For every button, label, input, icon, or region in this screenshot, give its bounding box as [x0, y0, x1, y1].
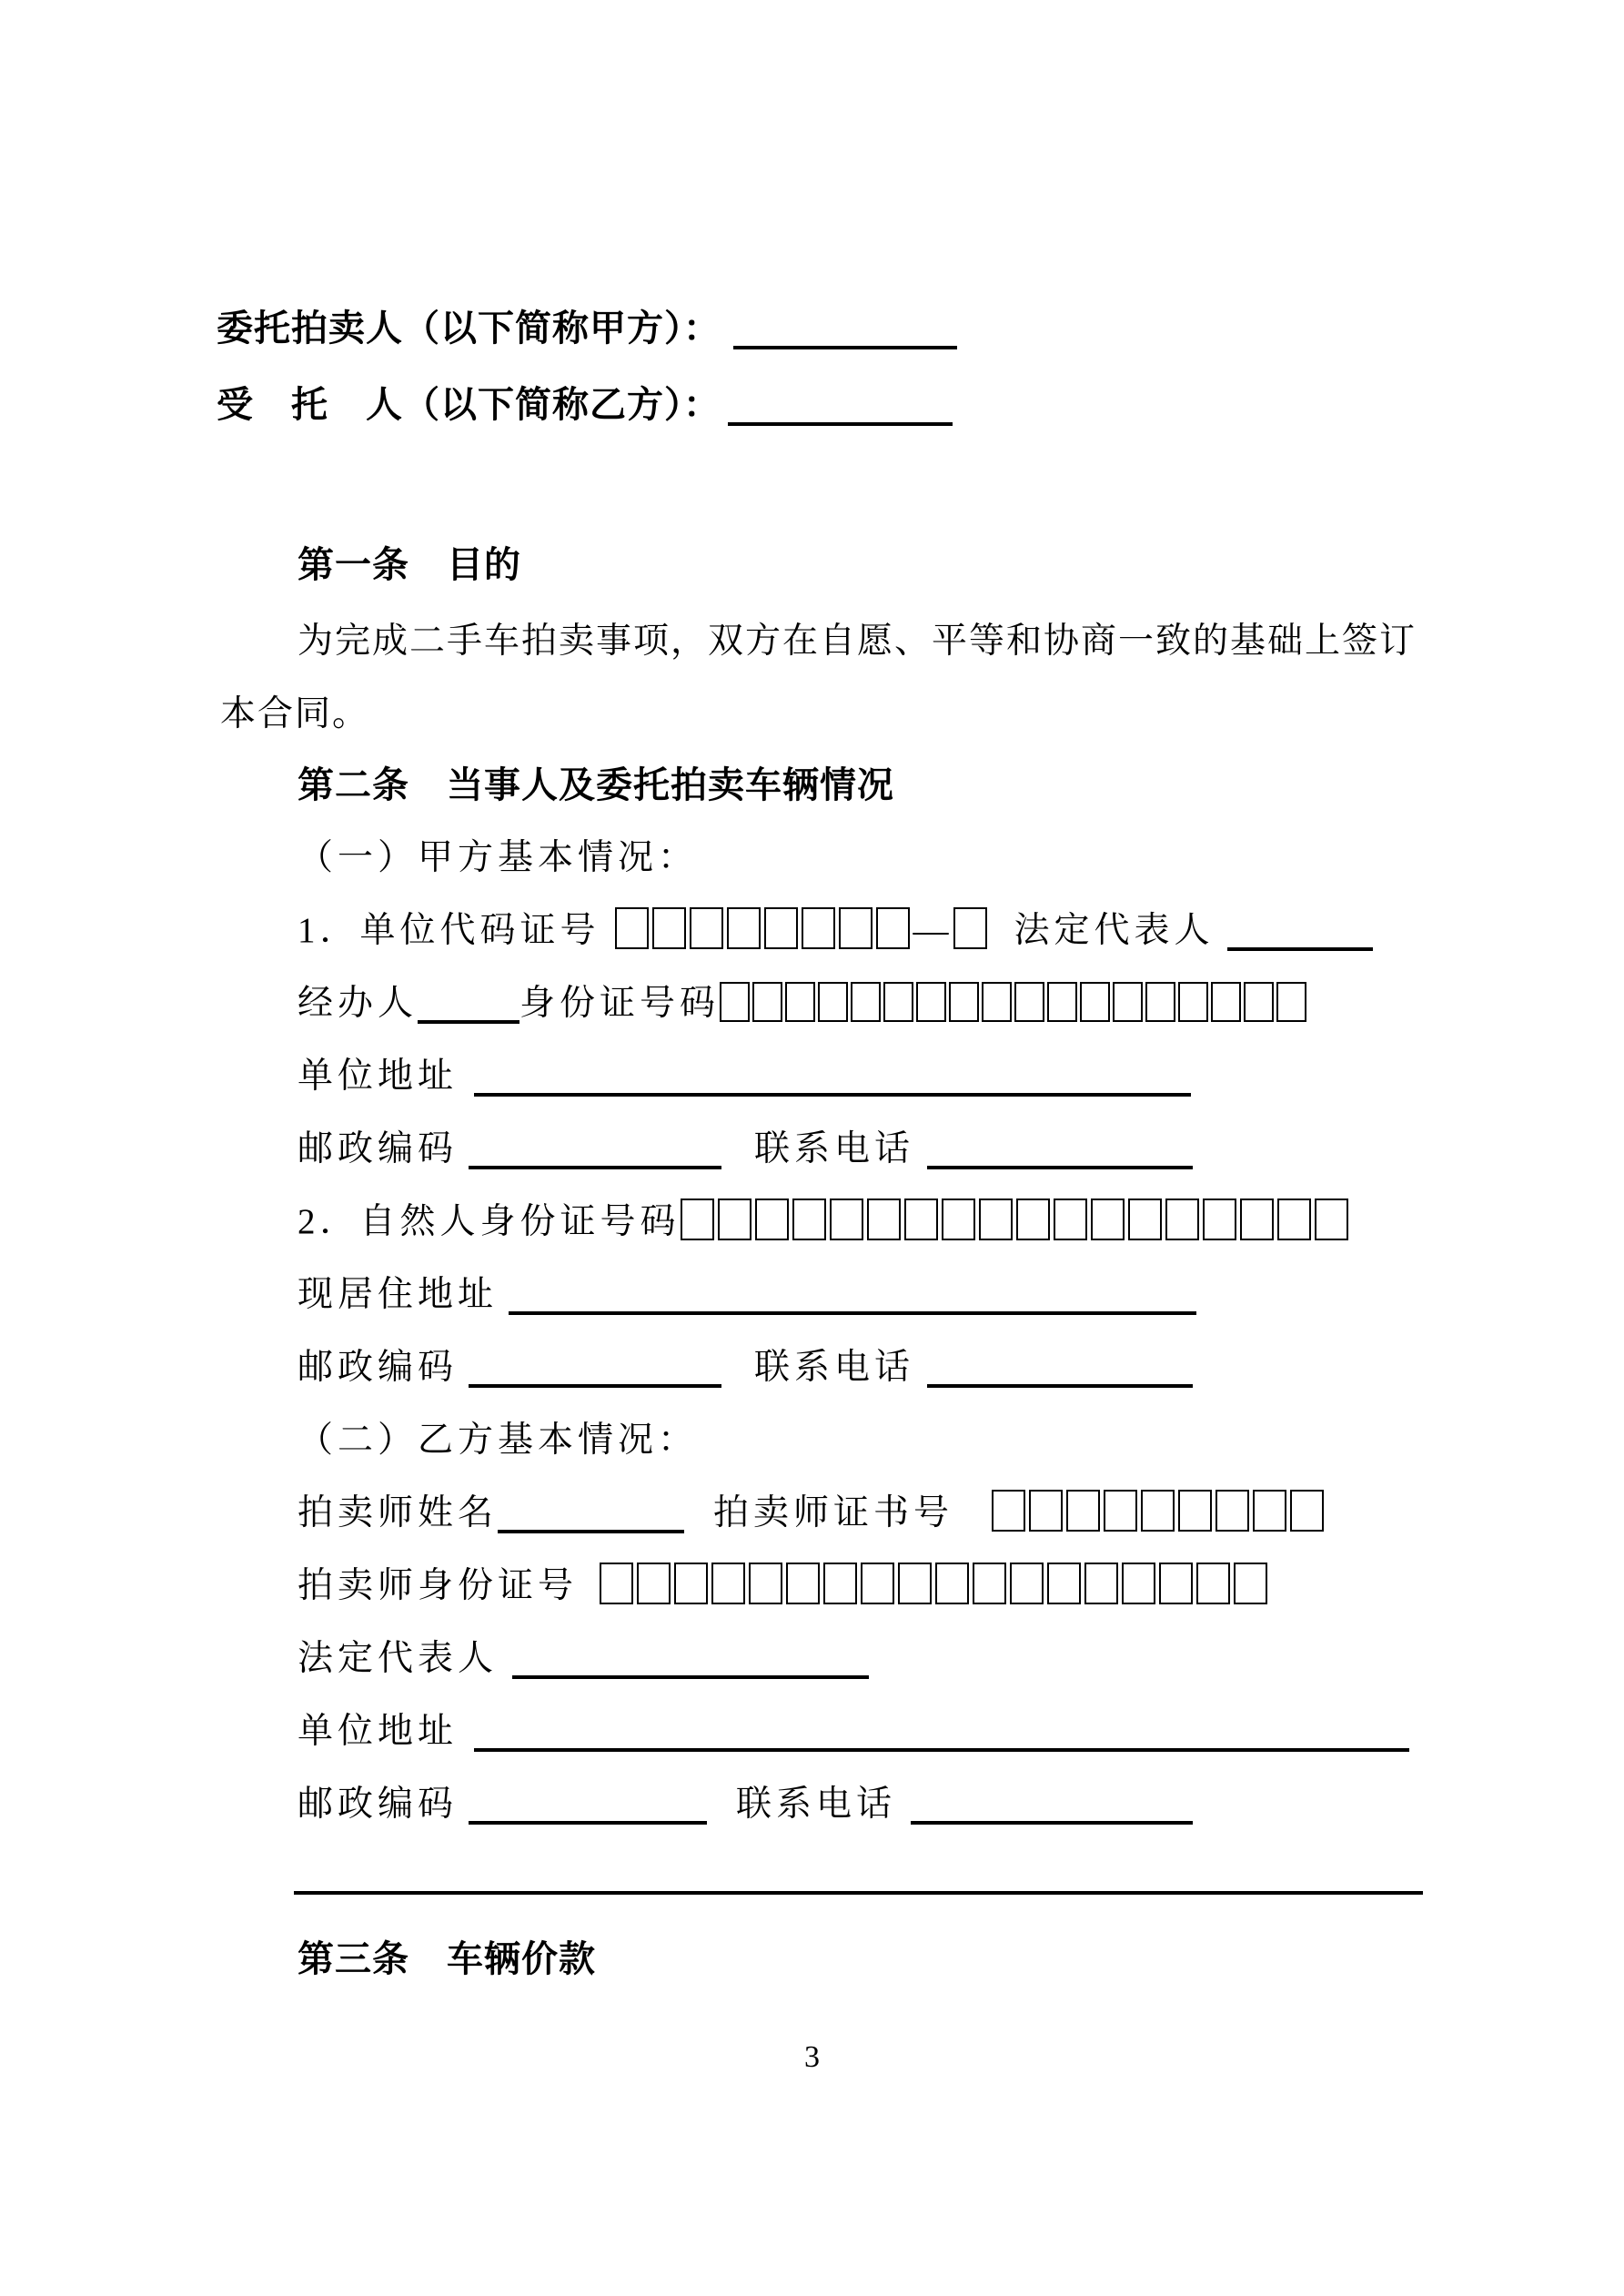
auctioneer-id-line-label: 拍卖师身份证号 — [298, 1566, 579, 1605]
residence-address-line-label: 现居住地址 — [298, 1275, 499, 1314]
postal-phone-line-b-fill-blank — [469, 1348, 721, 1388]
agent-line-digit-box — [1145, 982, 1175, 1022]
auctioneer-name-line — [298, 1488, 1327, 1539]
party-a-line-label: 委托拍卖人（以下简称甲方）： — [217, 308, 721, 349]
agent-line-digit-box — [1047, 982, 1077, 1022]
natural-person-id-line-digit-box — [1128, 1199, 1162, 1240]
agent-line-digit-box — [916, 982, 946, 1022]
postal-phone-line-c-label: 联系电话 — [736, 1785, 897, 1824]
postal-phone-line-c-fill-blank — [469, 1785, 707, 1825]
article-3-heading-label: 第三条 车辆价款 — [298, 1939, 596, 1979]
natural-person-id-line-digit-box — [904, 1199, 938, 1240]
legal-rep-line-label: 法定代表人 — [298, 1639, 499, 1678]
auctioneer-id-line-digit-box — [973, 1563, 1006, 1604]
auctioneer-id-line-digit-box — [1047, 1563, 1081, 1604]
natural-person-id-line-digit-box — [1277, 1199, 1311, 1240]
spacer — [896, 1815, 911, 1816]
article-1-heading-label: 第一条 目的 — [298, 545, 521, 585]
unit-code-line-digit-box — [727, 907, 761, 949]
spacer — [721, 416, 728, 417]
article-1-heading — [298, 540, 521, 591]
agent-line-digit-box — [720, 982, 750, 1022]
separator-rule — [294, 1891, 1423, 1895]
spacer — [914, 1159, 927, 1160]
page-number: 3 — [804, 2040, 820, 2074]
unit-code-line-digit-box — [764, 907, 798, 949]
auctioneer-id-line-digit-box — [674, 1563, 708, 1604]
postal-phone-line-a — [298, 1124, 1193, 1175]
natural-person-id-line-digit-box — [979, 1199, 1013, 1240]
unit-code-line-digit-box — [690, 907, 723, 949]
auctioneer-name-line-fill-blank — [498, 1493, 684, 1533]
agent-line-digit-box — [851, 982, 881, 1022]
agent-line-digit-box — [883, 982, 913, 1022]
postal-phone-line-b-fill-blank — [927, 1348, 1193, 1388]
party-a-basic-info-heading-label: （一）甲方基本情况： — [298, 838, 699, 877]
agent-line-digit-box — [949, 982, 979, 1022]
unit-code-line-digit-box — [802, 907, 835, 949]
unit-code-line-digit-box — [839, 907, 873, 949]
auctioneer-id-line-digit-box — [1010, 1563, 1044, 1604]
auctioneer-id-line-digit-box — [637, 1563, 671, 1604]
agent-line-digit-box — [1080, 982, 1110, 1022]
agent-line-digit-box — [752, 982, 782, 1022]
spacer — [991, 941, 1014, 942]
spacer — [458, 1742, 474, 1743]
article-1-body-line-2 — [220, 689, 369, 740]
auctioneer-name-line-digit-box — [1104, 1490, 1137, 1532]
spacer — [458, 1815, 469, 1816]
natural-person-id-line-digit-box — [867, 1199, 901, 1240]
article-1-body-line-1 — [298, 616, 1417, 667]
legal-rep-line-fill-blank — [512, 1639, 869, 1679]
article-3-heading — [298, 1934, 596, 1985]
agent-line-digit-box — [982, 982, 1012, 1022]
spacer — [721, 1378, 754, 1379]
agent-line-digit-box — [1113, 982, 1143, 1022]
auctioneer-id-line-digit-box — [1234, 1563, 1267, 1604]
auctioneer-id-line-digit-box — [935, 1563, 969, 1604]
unit-code-line-digit-box — [615, 907, 649, 949]
natural-person-id-line-digit-box — [1240, 1199, 1274, 1240]
spacer — [458, 1159, 469, 1160]
party-b-basic-info-heading — [298, 1415, 698, 1466]
agent-line — [298, 978, 1309, 1029]
agent-line-digit-box — [1211, 982, 1241, 1022]
natural-person-id-line — [298, 1197, 1352, 1248]
party-a-line — [217, 303, 957, 354]
auctioneer-id-line-digit-box — [1122, 1563, 1155, 1604]
agent-line-fill-blank — [418, 984, 519, 1024]
natural-person-id-line-digit-box — [718, 1199, 751, 1240]
party-b-line-fill-blank — [728, 386, 953, 426]
postal-phone-line-a-label: 联系电话 — [754, 1129, 915, 1168]
party-b-basic-info-heading-label: （二）乙方基本情况： — [298, 1421, 699, 1460]
auctioneer-name-line-digit-box — [1253, 1490, 1286, 1532]
natural-person-id-line-digit-box — [792, 1199, 826, 1240]
unit-code-line-digit-box — [876, 907, 910, 949]
unit-address-line-a — [298, 1051, 1191, 1102]
unit-code-line-digit-box — [652, 907, 686, 949]
natural-person-id-line-digit-box — [1091, 1199, 1125, 1240]
natural-person-id-line-digit-box — [942, 1199, 975, 1240]
natural-person-id-line-digit-box — [830, 1199, 863, 1240]
spacer — [721, 1159, 754, 1160]
unit-code-line-label: 1．单位代码证号 — [298, 911, 600, 950]
spacer — [914, 1378, 927, 1379]
auctioneer-name-line-digit-box — [1215, 1490, 1249, 1532]
auctioneer-name-line-digit-box — [1290, 1490, 1324, 1532]
unit-address-line-b-label: 单位地址 — [298, 1712, 459, 1751]
natural-person-id-line-digit-box — [1315, 1199, 1348, 1240]
natural-person-id-line-digit-box — [1016, 1199, 1050, 1240]
natural-person-id-line-digit-box — [1165, 1199, 1199, 1240]
unit-code-line-label: 法定代表人 — [1014, 911, 1215, 950]
agent-line-digit-box — [1014, 982, 1044, 1022]
auctioneer-name-line-label: 拍卖师姓名 — [298, 1493, 499, 1532]
postal-phone-line-b-label: 邮政编码 — [298, 1348, 459, 1387]
auctioneer-id-line-digit-box — [1084, 1563, 1118, 1604]
postal-phone-line-b — [298, 1342, 1193, 1393]
postal-phone-line-a-fill-blank — [927, 1129, 1193, 1169]
auctioneer-name-line-digit-box — [1178, 1490, 1212, 1532]
natural-person-id-line-digit-box — [1203, 1199, 1236, 1240]
auctioneer-name-line-digit-box — [992, 1490, 1025, 1532]
unit-address-line-b-fill-blank — [474, 1712, 1409, 1752]
spacer — [498, 1305, 509, 1306]
spacer — [707, 1815, 736, 1816]
postal-phone-line-a-label: 邮政编码 — [298, 1129, 459, 1168]
spacer — [953, 1523, 992, 1524]
party-b-line — [217, 379, 953, 430]
unit-code-line-fill-blank — [1227, 911, 1373, 951]
auctioneer-name-line-digit-box — [1029, 1490, 1063, 1532]
article-2-heading-label: 第二条 当事人及委托拍卖车辆情况 — [298, 765, 894, 805]
auctioneer-id-line-digit-box — [898, 1563, 932, 1604]
unit-code-line-digit-box — [953, 907, 987, 949]
spacer — [1215, 941, 1227, 942]
natural-person-id-line-digit-box — [681, 1199, 714, 1240]
postal-phone-line-b-label: 联系电话 — [754, 1348, 915, 1387]
article-1-body-line-1-label: 为完成二手车拍卖事项，双方在自愿、平等和协商一致的基础上签订 — [298, 622, 1417, 661]
auctioneer-id-line-digit-box — [1196, 1563, 1230, 1604]
postal-phone-line-c — [298, 1779, 1193, 1830]
spacer — [578, 1596, 600, 1597]
agent-line-digit-box — [818, 982, 848, 1022]
party-a-line-fill-blank — [733, 309, 957, 349]
agent-line-label: 身份证号码 — [519, 984, 721, 1023]
residence-address-line — [298, 1269, 1196, 1320]
spacer — [600, 941, 615, 942]
auctioneer-id-line-digit-box — [600, 1563, 633, 1604]
party-b-line-label: 受 托 人（以下简称乙方）： — [217, 385, 721, 425]
spacer — [721, 339, 733, 340]
unit-code-line-label: — — [913, 911, 953, 950]
auctioneer-id-line-digit-box — [861, 1563, 894, 1604]
unit-code-line — [298, 905, 1373, 956]
spacer — [498, 1669, 512, 1670]
auctioneer-name-line-digit-box — [1141, 1490, 1175, 1532]
auctioneer-name-line-digit-box — [1066, 1490, 1100, 1532]
agent-line-digit-box — [1244, 982, 1274, 1022]
unit-address-line-a-fill-blank — [474, 1057, 1191, 1097]
legal-rep-line — [298, 1633, 869, 1684]
natural-person-id-line-label: 2．自然人身份证号码 — [298, 1202, 681, 1241]
unit-address-line-b — [298, 1706, 1409, 1757]
auctioneer-id-line-digit-box — [823, 1563, 857, 1604]
unit-address-line-a-label: 单位地址 — [298, 1057, 459, 1096]
article-2-heading — [298, 760, 894, 811]
auctioneer-id-line-digit-box — [1159, 1563, 1193, 1604]
auctioneer-id-line — [298, 1561, 1271, 1612]
agent-line-digit-box — [785, 982, 815, 1022]
agent-line-label: 经办人 — [298, 984, 419, 1023]
auctioneer-id-line-digit-box — [749, 1563, 782, 1604]
agent-line-digit-box — [1178, 982, 1208, 1022]
residence-address-line-fill-blank — [509, 1275, 1196, 1315]
postal-phone-line-a-fill-blank — [469, 1129, 721, 1169]
auctioneer-id-line-digit-box — [786, 1563, 820, 1604]
natural-person-id-line-digit-box — [1054, 1199, 1087, 1240]
article-1-body-line-2-label: 本合同。 — [220, 694, 370, 733]
auctioneer-name-line-label: 拍卖师证书号 — [713, 1493, 954, 1532]
postal-phone-line-c-label: 邮政编码 — [298, 1785, 459, 1824]
spacer — [684, 1523, 713, 1524]
party-a-basic-info-heading — [298, 833, 698, 884]
auctioneer-id-line-digit-box — [711, 1563, 745, 1604]
natural-person-id-line-digit-box — [755, 1199, 789, 1240]
agent-line-digit-box — [1276, 982, 1306, 1022]
spacer — [458, 1378, 469, 1379]
postal-phone-line-c-fill-blank — [911, 1785, 1193, 1825]
